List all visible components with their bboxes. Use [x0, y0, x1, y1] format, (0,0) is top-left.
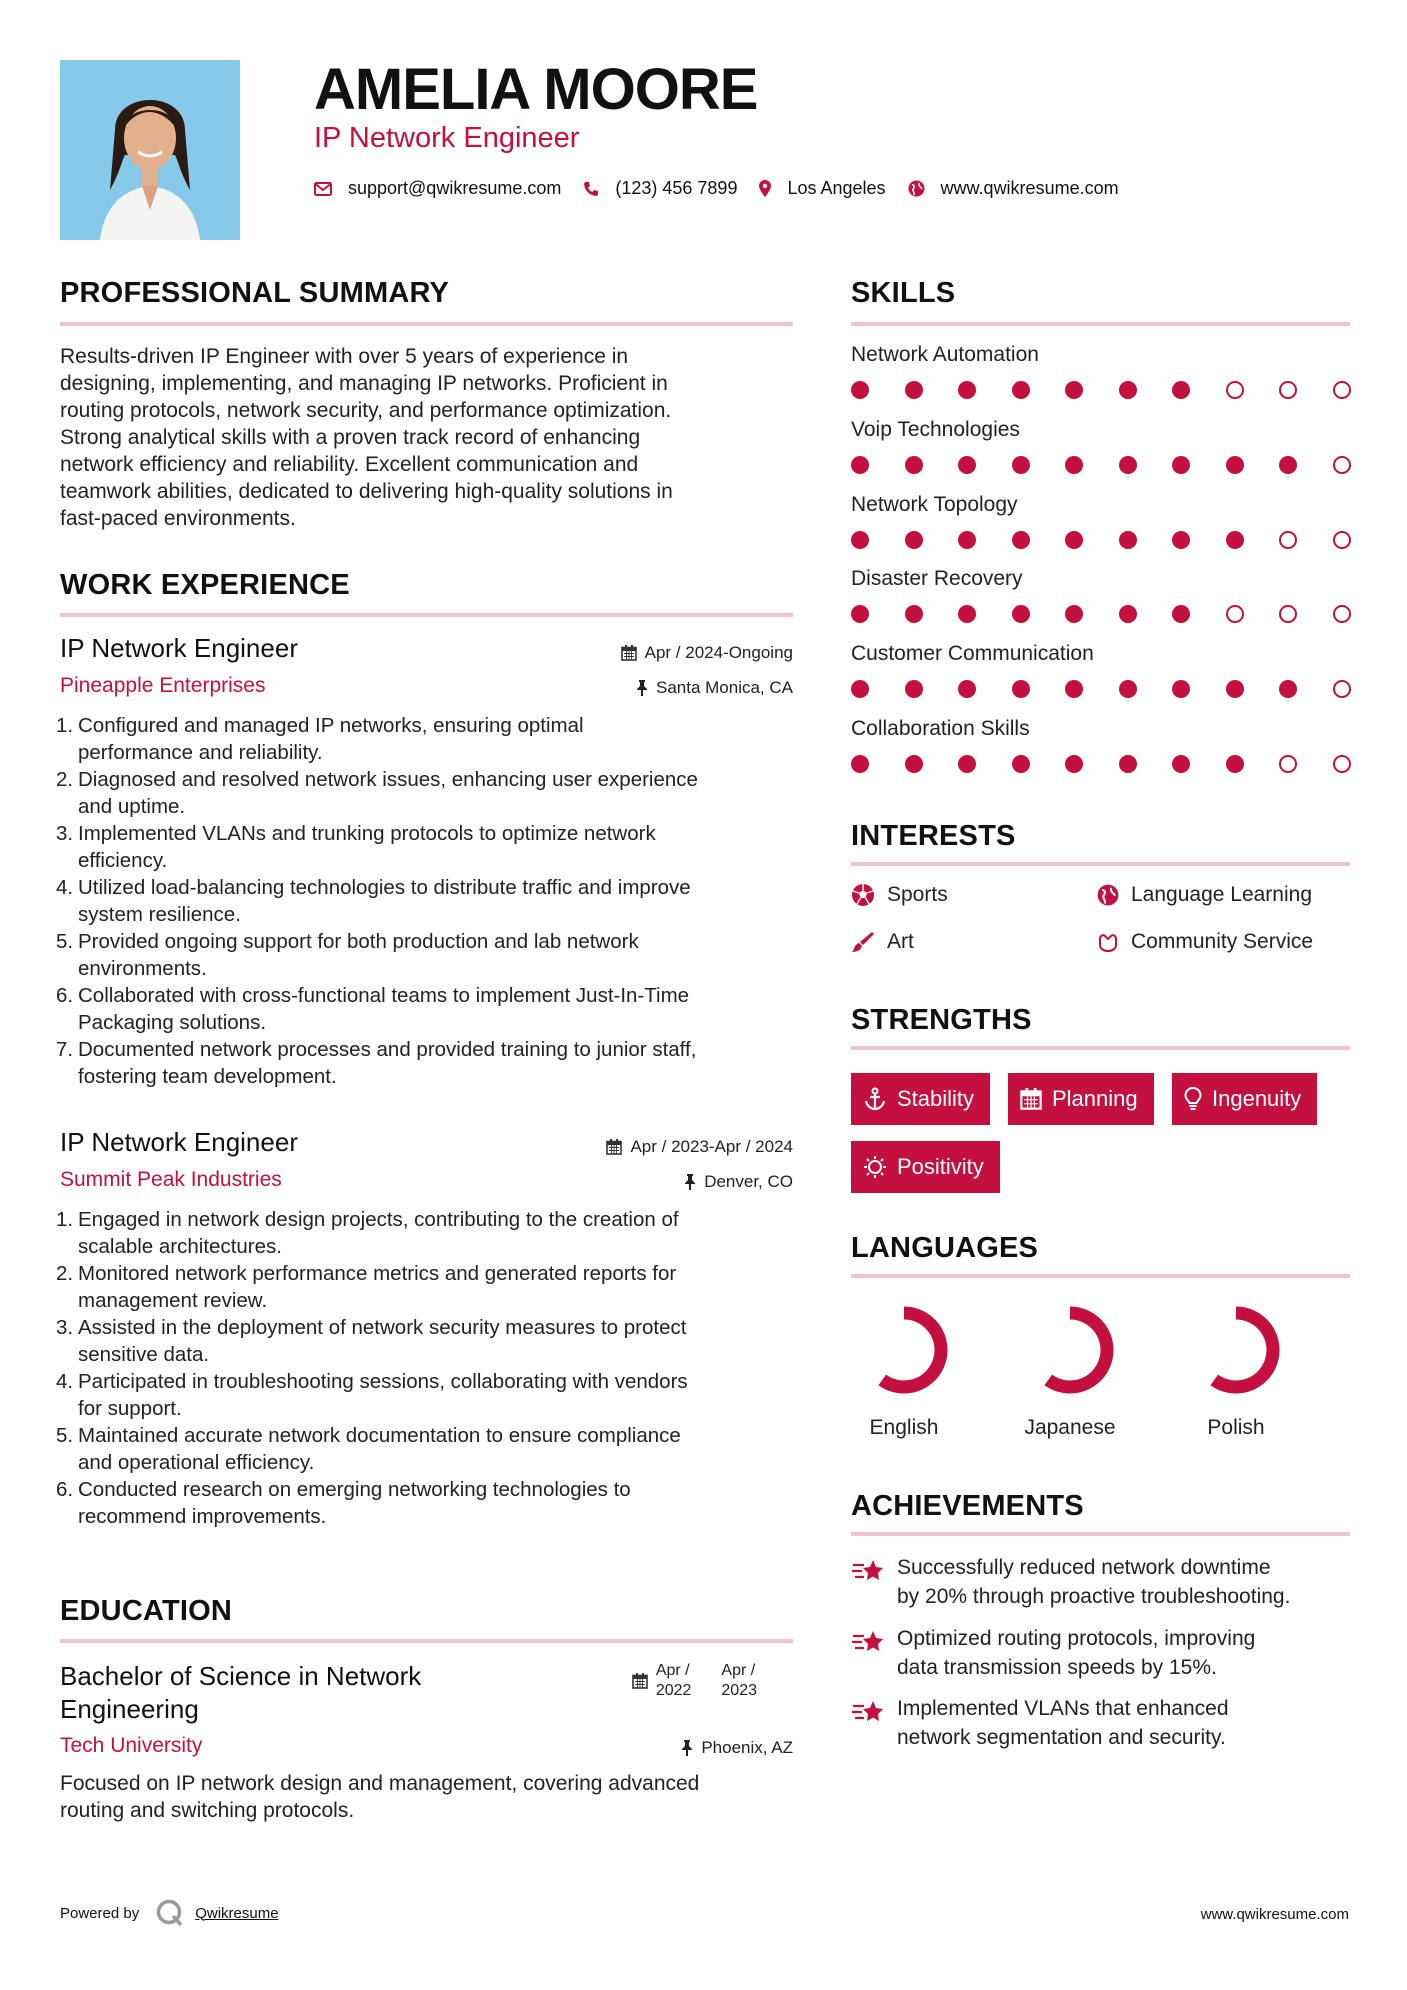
paintbrush-icon: [851, 930, 875, 954]
summary-text: [60, 343, 795, 532]
skill-rating: [851, 531, 1350, 553]
job-bullets: [56, 712, 793, 1090]
strength-label: Stability: [897, 1086, 975, 1111]
languages-rule: [851, 1274, 1350, 1278]
job-title: IP Network Engineer: [60, 1127, 298, 1157]
contact-website[interactable]: [908, 178, 1119, 199]
skill-dot-filled: [1065, 755, 1083, 773]
strength-badge: [1172, 1073, 1317, 1125]
interest-item: [1097, 883, 1312, 907]
job-bullets: [56, 1206, 793, 1530]
strength-label: Ingenuity: [1212, 1086, 1302, 1111]
job-bullet: 2. Diagnosed and resolved network issues, enhancing user experience and uptime.: [56, 768, 698, 818]
skill-dot-filled: [1065, 531, 1083, 549]
skill-dot-filled: [1065, 680, 1083, 698]
skill-item: [851, 493, 1350, 553]
skill-dot-empty: [1226, 605, 1244, 623]
skill-dot-filled: [1065, 381, 1083, 399]
contact-phone[interactable]: [583, 178, 737, 199]
skill-dot-empty: [1279, 755, 1297, 773]
strength-label: Planning: [1052, 1086, 1138, 1111]
pushpin-icon: [636, 680, 648, 696]
strength-label: Positivity: [897, 1154, 984, 1179]
skill-dot-empty: [1333, 531, 1351, 549]
achievement-item: [851, 1553, 1351, 1611]
skill-dot-filled: [1226, 755, 1244, 773]
skill-dot-filled: [905, 381, 923, 399]
interest-label: Community Service: [1131, 930, 1314, 953]
skill-dot-filled: [1226, 456, 1244, 474]
skill-dot-filled: [1065, 456, 1083, 474]
skill-dot-filled: [958, 531, 976, 549]
map-pin-icon: [759, 180, 771, 197]
skill-dot-filled: [851, 755, 869, 773]
skills-heading: SKILLS: [851, 277, 956, 309]
summary-heading: PROFESSIONAL SUMMARY: [60, 277, 450, 309]
skill-item: [851, 343, 1350, 403]
lightbulb-icon: [1184, 1087, 1202, 1111]
skill-dot-filled: [1226, 680, 1244, 698]
job-bullet: 4. Participated in troubleshooting sessions, collaborating with vendors for support.: [56, 1370, 688, 1420]
interest-label: Sports: [887, 883, 948, 906]
job-location: [636, 678, 793, 698]
language-item: [1000, 1302, 1140, 1440]
skill-dot-filled: [958, 680, 976, 698]
skill-name: Customer Communication: [851, 642, 1094, 665]
contact-website-text: www.qwikresume.com: [940, 178, 1119, 198]
skill-rating: [851, 680, 1350, 702]
achievement-item: [851, 1624, 1351, 1682]
achievement-text: Successfully reduced network downtime by 20% through proactive troubleshooting.: [897, 1556, 1291, 1608]
skill-dot-filled: [1065, 605, 1083, 623]
language-ring-arc: [1214, 1313, 1273, 1387]
job-dates: [621, 643, 793, 663]
job-company: Pineapple Enterprises: [60, 674, 266, 697]
language-name: Japanese: [1024, 1416, 1116, 1439]
skill-dot-empty: [1333, 605, 1351, 623]
skill-dot-filled: [851, 531, 869, 549]
candidate-name: AMELIA MOORE: [314, 57, 758, 122]
summary-line: fast-paced environments.: [60, 507, 296, 530]
job-bullet: 1. Configured and managed IP networks, ensuring optimal performance and reliability.: [56, 714, 584, 764]
summary-line: Results-driven IP Engineer with over 5 years of experience in: [60, 345, 629, 368]
job-title: IP Network Engineer: [60, 633, 298, 663]
globe-icon: [1097, 884, 1119, 906]
education-description: Focused on IP network design and management, covering advanced routing and switching protocols.: [60, 1772, 700, 1822]
job-location-text: Santa Monica, CA: [655, 678, 793, 697]
skill-dot-empty: [1333, 755, 1351, 773]
skill-item: [851, 567, 1350, 627]
education-entry: [60, 1660, 793, 1824]
skill-dot-filled: [851, 456, 869, 474]
skill-dot-filled: [1172, 531, 1190, 549]
job-bullet: 3. Assisted in the deployment of network security measures to protect sensitive data.: [56, 1316, 687, 1366]
job-bullet: 5. Maintained accurate network documentation to ensure compliance and operational efficiency.: [56, 1424, 681, 1474]
achievement-text: Optimized routing protocols, improving data transmission speeds by 15%.: [897, 1627, 1256, 1679]
achievement-item: [851, 1694, 1351, 1752]
summary-line: teamwork abilities, dedicated to delivering high-quality solutions in: [60, 480, 673, 503]
skill-dot-filled: [1012, 605, 1030, 623]
job-bullet: 4. Utilized load-balancing technologies to distribute traffic and improve system resilience.: [56, 876, 691, 926]
contact-email[interactable]: [314, 178, 561, 199]
language-name: English: [869, 1416, 939, 1439]
skill-dot-empty: [1279, 605, 1297, 623]
skills-rule: [851, 322, 1350, 326]
skill-dot-filled: [1012, 531, 1030, 549]
summary-line: network efficiency and reliability. Excellent communication and: [60, 453, 639, 476]
skill-dot-filled: [958, 456, 976, 474]
skill-dot-filled: [1172, 456, 1190, 474]
skill-dot-filled: [905, 456, 923, 474]
globe-icon: [908, 180, 925, 197]
language-ring-arc: [1048, 1313, 1107, 1387]
skill-dot-filled: [1012, 755, 1030, 773]
skill-name: Disaster Recovery: [851, 567, 1023, 590]
achievements-heading: ACHIEVEMENTS: [851, 1490, 1084, 1522]
achievements-rule: [851, 1532, 1350, 1536]
interests-rule: [851, 862, 1350, 866]
job-location: [684, 1172, 793, 1192]
job-dates-text: Apr / 2023-Apr / 2024: [630, 1137, 793, 1156]
anchor-icon: [863, 1087, 887, 1111]
skill-dot-filled: [1012, 381, 1030, 399]
job-bullet: 6. Conducted research on emerging networking technologies to recommend improvements.: [56, 1478, 631, 1528]
job-bullet: 5. Provided ongoing support for both production and lab network environments.: [56, 930, 639, 980]
job-company: Summit Peak Industries: [60, 1168, 282, 1191]
skill-dot-filled: [1226, 531, 1244, 549]
language-item: [834, 1302, 974, 1440]
calendar-icon: [1020, 1088, 1042, 1110]
skill-dot-filled: [958, 381, 976, 399]
shooting-star-icon: [851, 1557, 885, 1583]
job-bullet: 3. Implemented VLANs and trunking protocols to optimize network efficiency.: [56, 822, 656, 872]
skill-dot-filled: [1172, 381, 1190, 399]
skill-dot-filled: [851, 680, 869, 698]
skill-name: Network Topology: [851, 493, 1018, 516]
summary-line: routing protocols, network security, and performance optimization.: [60, 399, 672, 422]
skill-dot-filled: [905, 755, 923, 773]
skill-dot-filled: [905, 680, 923, 698]
skill-dot-filled: [1279, 680, 1297, 698]
contact-email-text: support@qwikresume.com: [348, 178, 562, 198]
skill-dot-filled: [1119, 605, 1137, 623]
school-name: Tech University: [60, 1734, 203, 1757]
job-bullet: 2. Monitored network performance metrics and generated reports for management review.: [56, 1262, 677, 1312]
calendar-icon: [621, 645, 637, 661]
phone-icon: [583, 181, 599, 197]
job-dates: [606, 1137, 793, 1157]
language-ring-arc: [882, 1313, 941, 1387]
job-dates-text: Apr / 2024-Ongoing: [644, 643, 793, 662]
skill-dot-empty: [1333, 381, 1351, 399]
interest-item: [1097, 930, 1313, 954]
skill-dot-filled: [1172, 605, 1190, 623]
footer-powered-by: [60, 1898, 279, 1928]
sun-icon: [863, 1155, 887, 1179]
language-ring: [1188, 1302, 1284, 1398]
qwikresume-logo-icon: [155, 1898, 185, 1928]
soccer-ball-icon: [851, 883, 875, 907]
summary-rule: [60, 322, 793, 326]
education-location-text: Phoenix, AZ: [701, 1738, 793, 1757]
job-bullet: 7. Documented network processes and provided training to junior staff, fostering team development.: [56, 1038, 697, 1088]
contact-bar: [314, 178, 1141, 199]
qwikresume-link[interactable]: Qwikresume: [195, 1904, 279, 1922]
job-entry: [56, 1127, 793, 1530]
skill-dot-filled: [851, 605, 869, 623]
skill-dot-empty: [1333, 680, 1351, 698]
skill-dot-filled: [1119, 680, 1137, 698]
experience-heading: WORK EXPERIENCE: [60, 569, 350, 601]
education-dates: Apr / 2022 Apr / 2023: [632, 1661, 757, 1701]
strength-badge: [1008, 1073, 1154, 1125]
powered-by-label: Powered by: [60, 1904, 140, 1922]
skill-dot-filled: [1119, 381, 1137, 399]
achievement-text: Implemented VLANs that enhanced network segmentation and security.: [897, 1697, 1229, 1749]
skill-item: [851, 642, 1350, 702]
skill-dot-filled: [905, 605, 923, 623]
skill-dot-filled: [1119, 456, 1137, 474]
summary-line: Strong analytical skills with a proven track record of enhancing: [60, 426, 641, 449]
education-location: [681, 1738, 793, 1758]
skill-dot-filled: [958, 605, 976, 623]
pushpin-icon: [681, 1740, 693, 1756]
calendar-icon: [606, 1139, 622, 1155]
skill-dot-empty: [1226, 381, 1244, 399]
skill-dot-filled: [958, 755, 976, 773]
job-entry: [56, 633, 793, 1090]
skill-dot-filled: [905, 531, 923, 549]
skill-rating: [851, 755, 1350, 777]
skill-item: [851, 717, 1350, 777]
language-name: Polish: [1207, 1416, 1265, 1439]
skill-item: [851, 418, 1350, 478]
interest-item: [851, 883, 948, 907]
interest-label: Language Learning: [1131, 883, 1313, 906]
degree-title: Bachelor of Science in Network Engineering: [60, 1661, 422, 1724]
pushpin-icon: [684, 1174, 696, 1190]
candidate-title: IP Network Engineer: [314, 122, 580, 154]
interest-item: [851, 930, 914, 954]
shooting-star-icon: [851, 1698, 885, 1724]
contact-location: [759, 178, 885, 199]
interests-heading: INTERESTS: [851, 820, 1016, 852]
skill-name: Collaboration Skills: [851, 717, 1030, 740]
skill-dot-filled: [1279, 456, 1297, 474]
job-bullet: 6. Collaborated with cross-functional teams to implement Just-In-Time Packaging solutions.: [56, 984, 690, 1034]
skill-dot-empty: [1279, 381, 1297, 399]
interest-label: Art: [887, 930, 914, 953]
shooting-star-icon: [851, 1628, 885, 1654]
education-heading: EDUCATION: [60, 1595, 233, 1627]
language-ring: [856, 1302, 952, 1398]
summary-line: designing, implementing, and managing IP networks. Proficient in: [60, 372, 668, 395]
hands-icon: [1097, 931, 1119, 953]
skill-dot-filled: [851, 381, 869, 399]
skill-dot-filled: [1012, 456, 1030, 474]
strength-badge: [851, 1073, 990, 1125]
skill-name: Voip Technologies: [851, 418, 1020, 441]
language-item: [1166, 1302, 1306, 1440]
languages-heading: LANGUAGES: [851, 1232, 1039, 1264]
strengths-rule: [851, 1046, 1350, 1050]
experience-rule: [60, 613, 793, 617]
skill-name: Network Automation: [851, 343, 1039, 366]
calendar-icon: [632, 1673, 648, 1689]
skill-dot-filled: [1172, 755, 1190, 773]
skill-rating: [851, 456, 1350, 478]
skill-dot-filled: [1119, 755, 1137, 773]
education-rule: [60, 1639, 793, 1643]
strength-badge: [851, 1141, 1000, 1193]
skill-dot-filled: [1012, 680, 1030, 698]
contact-location-text: Los Angeles: [787, 178, 886, 198]
language-ring: [1022, 1302, 1118, 1398]
skill-dot-filled: [1172, 680, 1190, 698]
skill-rating: [851, 605, 1350, 627]
skill-dot-empty: [1279, 531, 1297, 549]
strengths-heading: STRENGTHS: [851, 1004, 1032, 1036]
contact-phone-text: (123) 456 7899: [615, 178, 738, 198]
footer-url[interactable]: www.qwikresume.com: [1200, 1906, 1349, 1923]
envelope-icon: [314, 182, 332, 196]
profile-photo: [60, 60, 240, 240]
job-bullet: 1. Engaged in network design projects, contributing to the creation of scalable architectures.: [56, 1208, 679, 1258]
skill-rating: [851, 381, 1350, 403]
job-location-text: Denver, CO: [704, 1172, 793, 1191]
skill-dot-filled: [1119, 531, 1137, 549]
skill-dot-empty: [1333, 456, 1351, 474]
